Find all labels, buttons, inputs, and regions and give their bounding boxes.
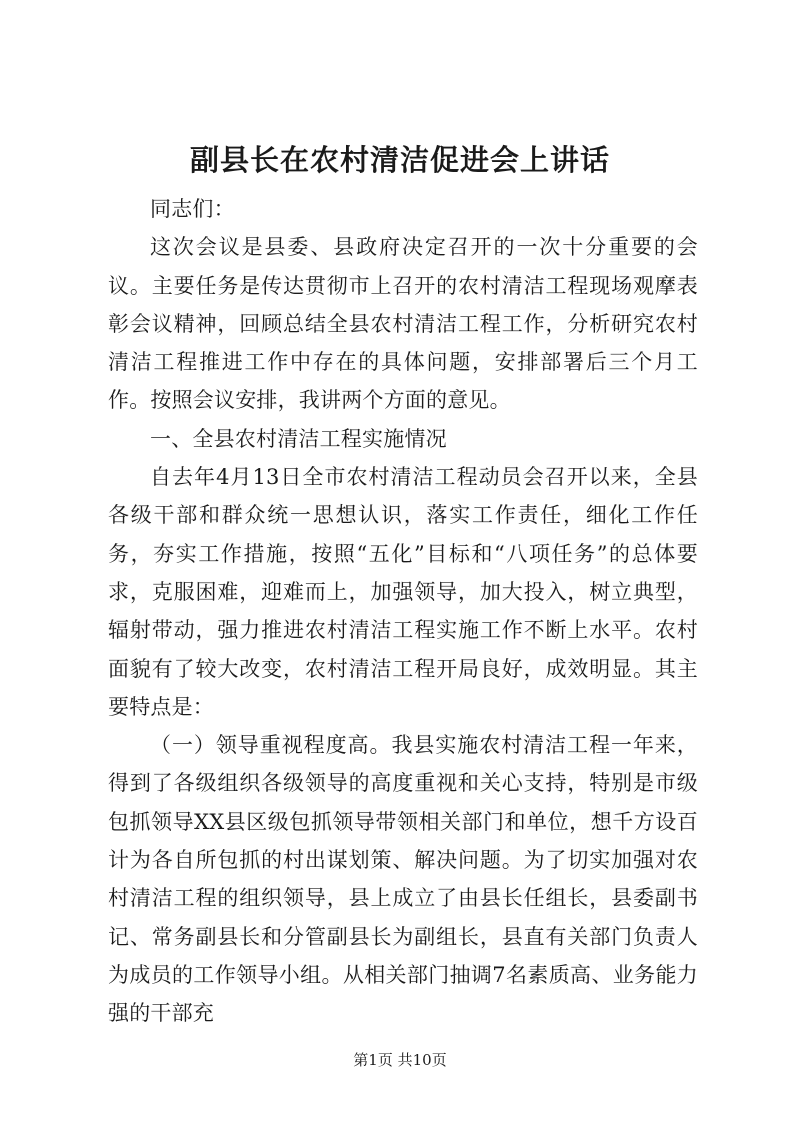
- section-heading: 一、全县农村清洁工程实施情况: [150, 426, 447, 451]
- paragraph-intro: 这次会议是县委、县政府决定召开的一次十分重要的会议。主要任务是传达贯彻市上召开的农村清洁工程现场观摩表彰会议精神，回顾总结全县农村清洁工程工作，分析研究农村清洁工程推进工作中存在的具体问题，安排部署后三个月工作。按照会议安排，我讲两个方面的意见。: [108, 235, 698, 413]
- paragraph-point-one: （一）领导重视程度高。我县实施农村清洁工程一年来，得到了各级组织各级领导的高度重视和关心支持，特别是市级包抓领导XX县区级包抓领导带领相关部门和单位，想千方设百计为各自所包抓的村出谋划策、解决问题。为了切实加强对农村清洁工程的组织领导，县上成立了由县长任组长，县委副书记、常务副县长和分管副县长为副组长，县直有关部门负责人为成员的工作领导小组。从相关部门抽调7名素质高、业务能力强的干部充: [108, 733, 698, 1026]
- paragraph-overview: 自去年4月13日全市农村清洁工程动员会召开以来，全县各级干部和群众统一思想认识，落实工作责任，细化工作任务，夯实工作措施，按照“五化”目标和“八项任务”的总体要求，克服困难，迎难而上，加强领导，加大投入，树立典型，辐射带动，强力推进农村清洁工程实施工作不断上水平。农村面貌有了较大改变，农村清洁工程开局良好，成效明显。其主要特点是：: [108, 465, 698, 719]
- greeting: 同志们：: [150, 197, 235, 221]
- document-title: 副县长在农村清洁促进会上讲话: [189, 143, 610, 177]
- document-body: [108, 190, 698, 1033]
- page-footer: 第1页 共10页: [353, 1051, 447, 1069]
